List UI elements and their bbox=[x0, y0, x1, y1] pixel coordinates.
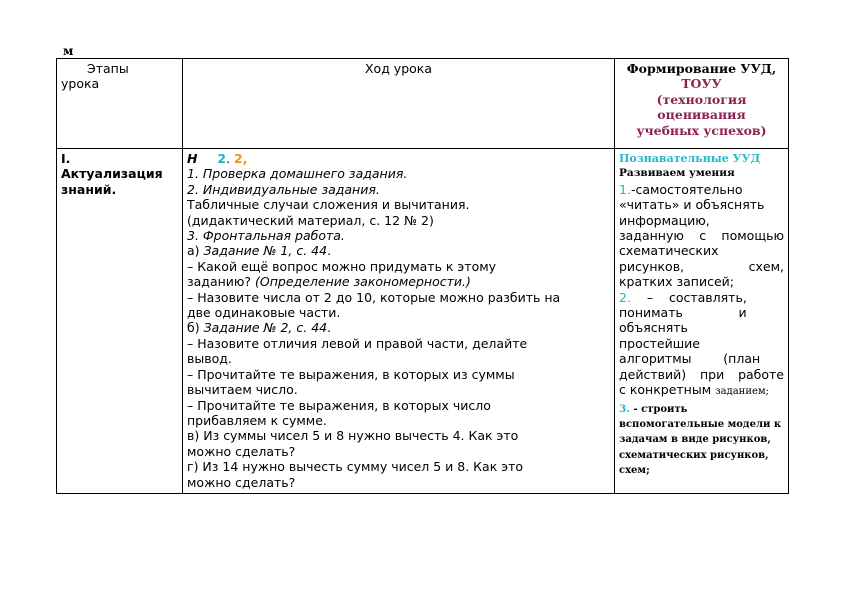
flow-line-9: – Назовите числа от 2 до 10, которые можно разбить на bbox=[187, 289, 561, 305]
uud-p2-l1 bbox=[619, 290, 784, 305]
stage-row bbox=[57, 149, 789, 494]
uud-n3: 3. bbox=[619, 402, 630, 415]
uud-p3-l1 bbox=[619, 400, 784, 417]
uud-p2-l4: простейшие bbox=[619, 335, 700, 351]
uud-p1-l1-text: -самостоятельно bbox=[630, 181, 743, 197]
flow-line-13: вывод. bbox=[187, 351, 232, 367]
header-lesson-flow bbox=[183, 59, 615, 149]
flow-line-17: прибавляем к сумме. bbox=[187, 412, 327, 428]
uud-p1-l5: схематических bbox=[619, 243, 719, 259]
flow-line-5: 3. Фронтальная работа. bbox=[187, 228, 345, 244]
flow-line-12: – Назовите отличия левой и правой части, делайте bbox=[187, 335, 528, 351]
stage-line1: I. bbox=[61, 151, 71, 166]
flow-line-0 bbox=[187, 151, 610, 166]
flow-l11-it: Задание № 2, с. 44 bbox=[203, 320, 328, 336]
uud-p2-l6: действий) при работе bbox=[619, 366, 784, 382]
stage-cell bbox=[57, 149, 183, 494]
header-uud-line3: (технология оценивания bbox=[656, 91, 747, 123]
lesson-flow-cell bbox=[183, 149, 615, 494]
flow-n1: 2 bbox=[217, 151, 227, 166]
flow-line-2: 2. Индивидуальные задания. bbox=[187, 181, 380, 197]
uud-p1-l2: «читать» и объяснять bbox=[619, 197, 765, 213]
flow-line-3: Табличные случаи сложения и вычитания. bbox=[187, 197, 470, 213]
uud-p2-l3: объяснять bbox=[619, 320, 688, 336]
header-uud-line2: ТОУУ bbox=[681, 76, 722, 92]
flow-h: Н bbox=[187, 151, 198, 166]
uud-p2-l5: алгоритмы (план bbox=[619, 351, 761, 367]
flow-l6-it: Задание № 1, с. 44 bbox=[203, 243, 328, 259]
flow-n2: 2, bbox=[234, 151, 248, 166]
header-uud-line4: учебных успехов) bbox=[636, 122, 767, 138]
flow-dot: . bbox=[226, 151, 231, 166]
flow-line-15: вычитаем число. bbox=[187, 382, 298, 398]
lesson-table bbox=[56, 58, 789, 494]
uud-cell bbox=[615, 149, 789, 494]
uud-p3-l2: вспомогательные модели к bbox=[619, 418, 782, 430]
flow-line-21: можно сделать? bbox=[187, 474, 296, 490]
stage-line3: знаний. bbox=[61, 181, 117, 197]
flow-line-10: две одинаковые части. bbox=[187, 305, 341, 321]
uud-p1-l1 bbox=[619, 182, 784, 197]
flow-line-8 bbox=[187, 274, 610, 289]
uud-subtitle: Развиваем умения bbox=[619, 167, 735, 180]
uud-p1-l7: кратких записей; bbox=[619, 274, 734, 290]
uud-p3-l3: задачам в виде рисунков, bbox=[619, 434, 771, 446]
flow-line-19: можно сделать? bbox=[187, 443, 296, 459]
flow-l11-post: . bbox=[327, 320, 332, 336]
uud-p3-l5: схем; bbox=[619, 465, 650, 477]
flow-line-20: г) Из 14 нужно вычесть сумму чисел 5 и 8. Как это bbox=[187, 459, 524, 475]
flow-line-14: – Прочитайте те выражения, в которых из суммы bbox=[187, 366, 515, 382]
flow-l6-post: . bbox=[327, 243, 332, 259]
flow-line-11 bbox=[187, 320, 610, 335]
uud-p1-l3: информацию, bbox=[619, 212, 710, 228]
flow-line-16: – Прочитайте те выражения, в которых число bbox=[187, 397, 491, 413]
flow-l8-pre: заданию? bbox=[187, 274, 256, 290]
uud-p3-l1-text: - строить bbox=[629, 403, 688, 415]
uud-p1-l6: рисунков, схем, bbox=[619, 258, 784, 274]
flow-l6-pre: а) bbox=[187, 243, 204, 259]
uud-n2: 2. bbox=[619, 289, 631, 305]
flow-l11-pre: б) bbox=[187, 320, 204, 336]
uud-p3-l4: схематических рисунков, bbox=[619, 449, 769, 461]
page-mark: м bbox=[63, 44, 74, 58]
header-stages-line2: урока bbox=[61, 76, 100, 92]
header-row bbox=[57, 59, 789, 149]
header-stages bbox=[57, 59, 183, 149]
uud-p2-l7-a: с конкретным bbox=[619, 382, 716, 398]
header-uud-line1: Формирование УУД, bbox=[626, 61, 777, 76]
uud-p2-l1-text: – составлять, bbox=[630, 289, 747, 305]
flow-line-1: 1. Проверка домашнего задания. bbox=[187, 166, 408, 182]
uud-p2-l7 bbox=[619, 382, 784, 399]
uud-p1-l4: заданную с помощью bbox=[619, 228, 784, 244]
header-lesson-flow-text: Ход урока bbox=[364, 61, 433, 76]
header-stages-line1: Этапы bbox=[87, 61, 129, 76]
stage-line2: Актуализация bbox=[61, 166, 163, 182]
uud-title: Познавательные УУД bbox=[619, 152, 761, 165]
flow-line-7: – Какой ещё вопрос можно придумать к этому bbox=[187, 258, 497, 274]
flow-line-4: (дидактический материал, с. 12 № 2) bbox=[187, 212, 434, 228]
header-uud bbox=[615, 59, 789, 149]
uud-p2-l2: понимать и bbox=[619, 305, 747, 321]
flow-l8-it: (Определение закономерности.) bbox=[255, 274, 471, 290]
uud-p2-l7-b: заданием; bbox=[715, 386, 770, 398]
flow-line-18: в) Из суммы чисел 5 и 8 нужно вычесть 4. Как это bbox=[187, 428, 519, 444]
uud-n1: 1. bbox=[619, 181, 631, 197]
flow-line-6 bbox=[187, 243, 610, 258]
